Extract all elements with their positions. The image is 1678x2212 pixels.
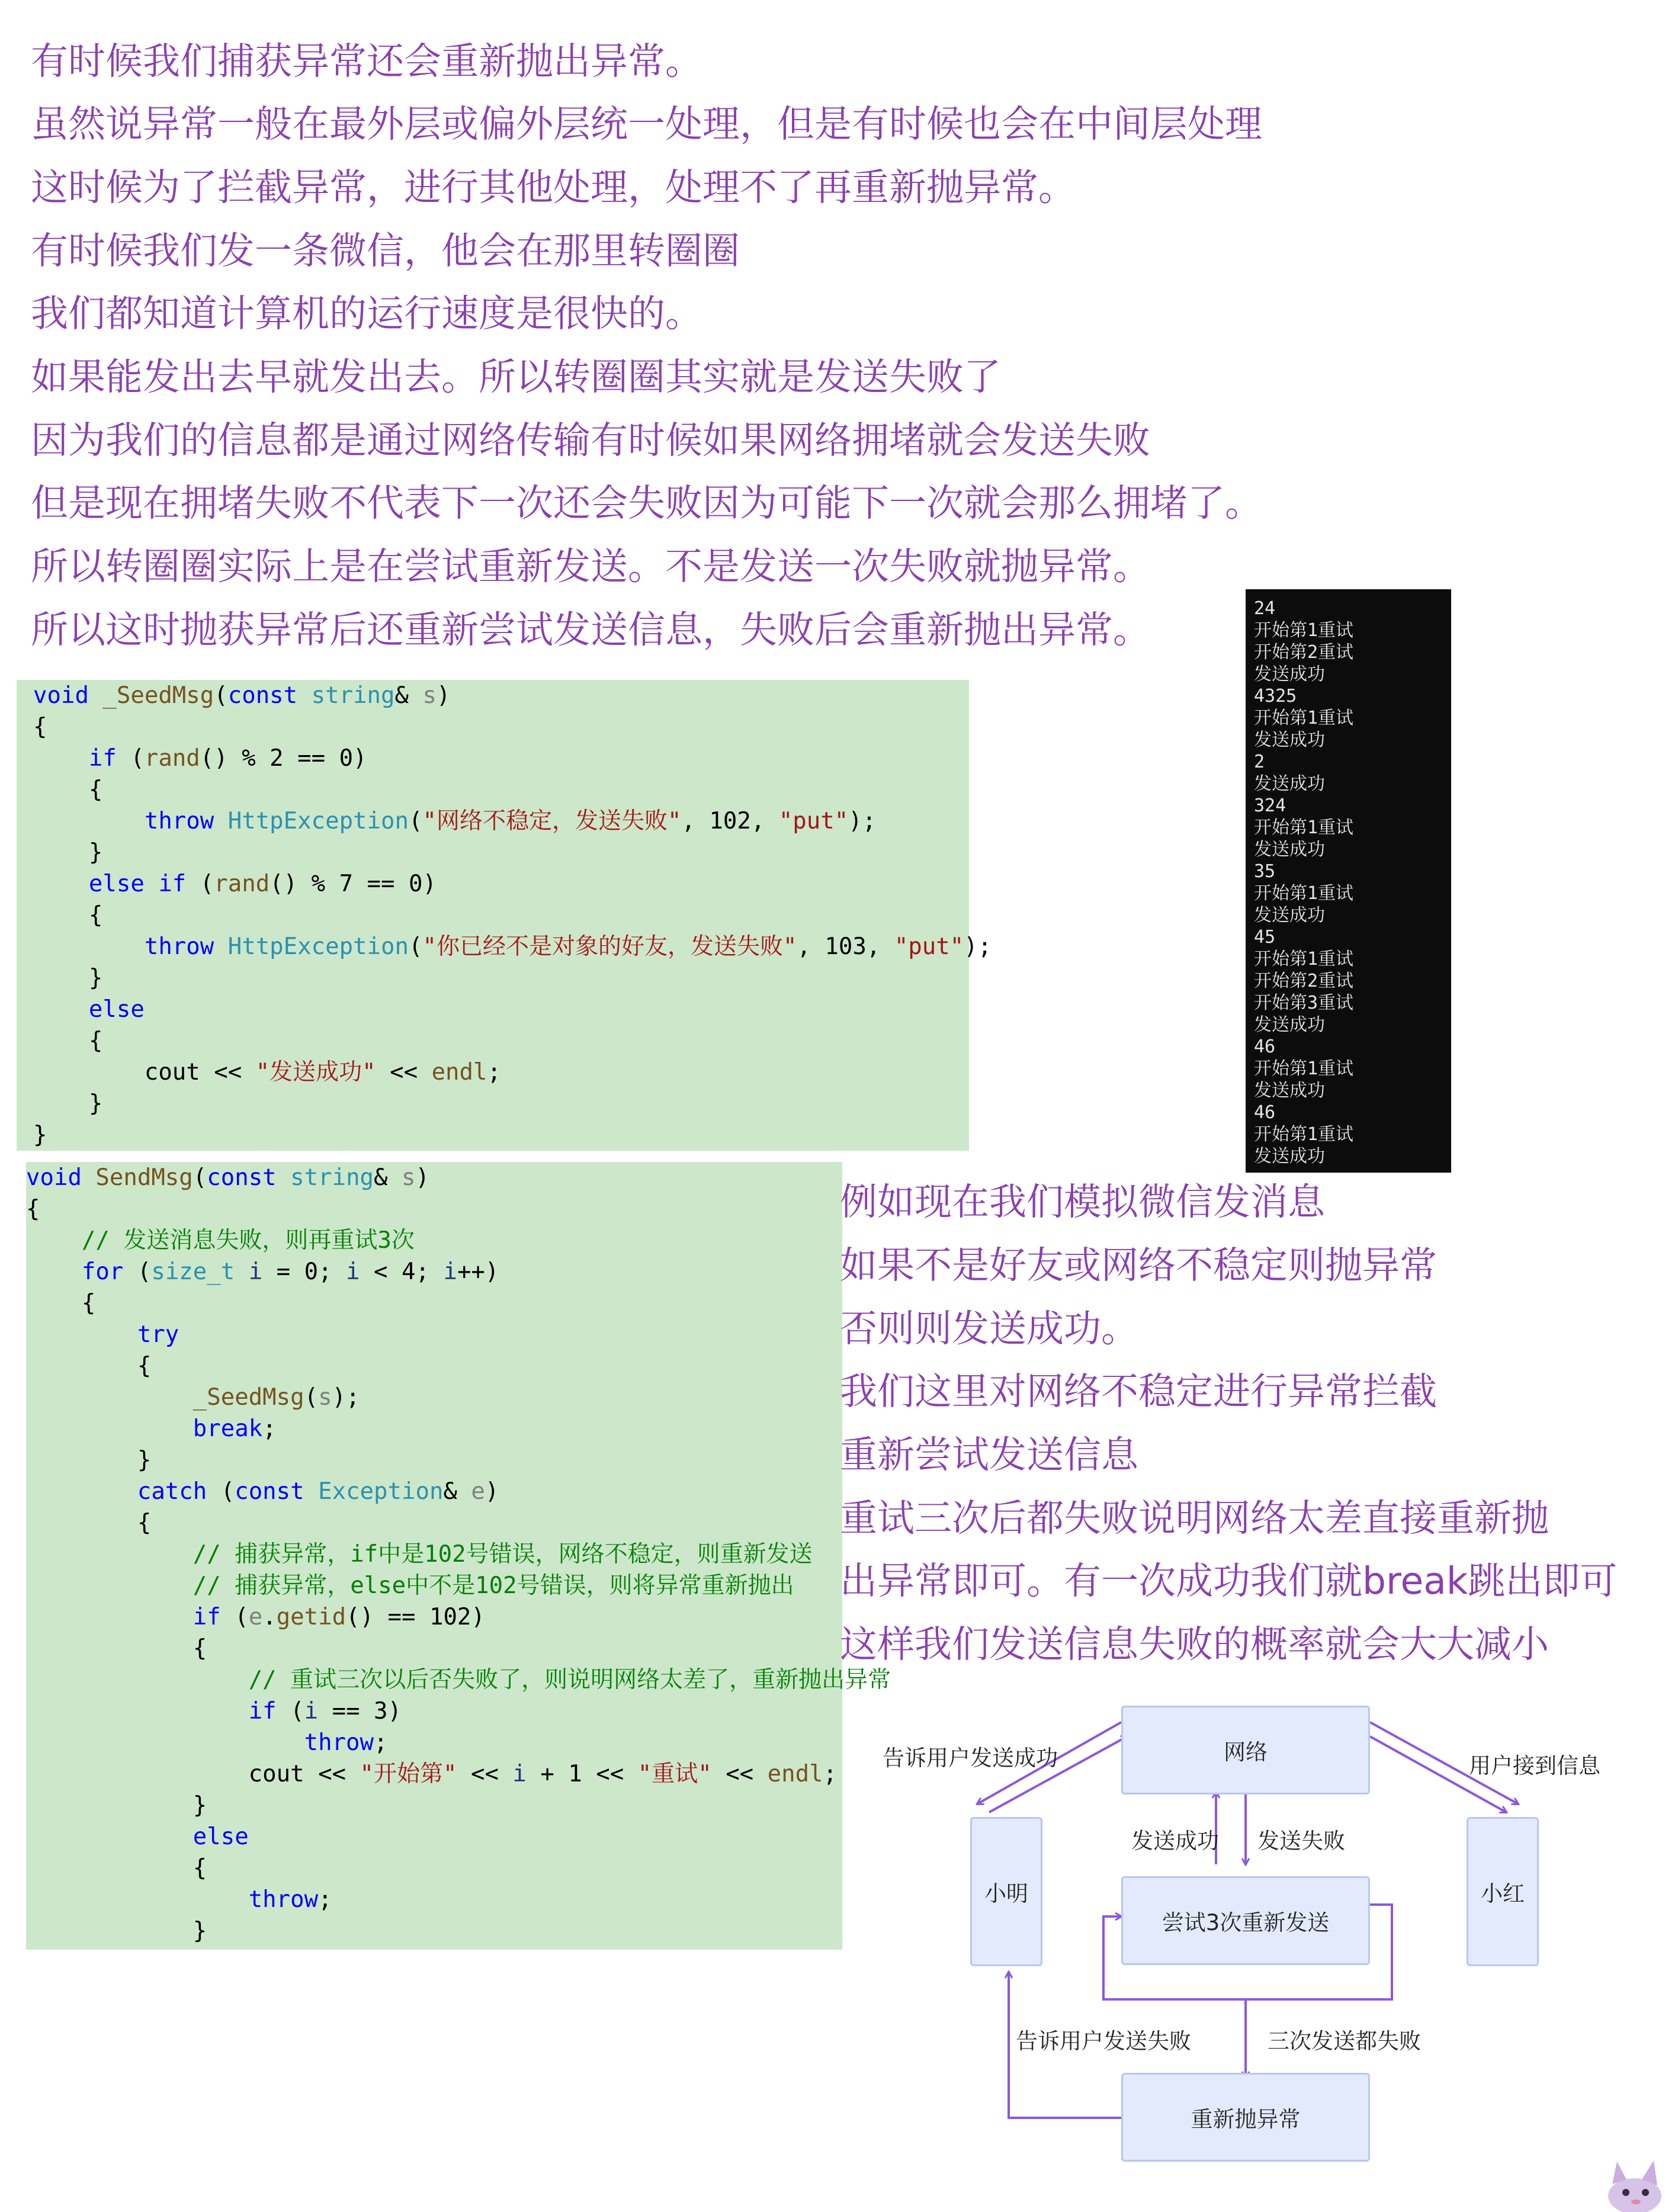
code-token: << — [376, 1059, 432, 1086]
code-token: throw — [304, 1729, 374, 1756]
code-line — [26, 1319, 842, 1350]
code-line — [26, 1350, 842, 1382]
code-token — [26, 1729, 304, 1756]
code-token: ( — [214, 682, 228, 709]
code-token: { — [26, 1196, 40, 1222]
code-token: { — [33, 1028, 103, 1054]
code-token — [33, 933, 145, 960]
code-line — [26, 1633, 842, 1664]
description-line: 出异常即可。有一次成功我们就break跳出即可 — [840, 1559, 1618, 1603]
code-token: ( — [408, 933, 423, 960]
code-token: ; — [318, 1886, 332, 1913]
code-line — [26, 1758, 842, 1790]
label-send-success: 发送成功 — [1131, 1828, 1219, 1854]
node-xiaoming: 小明 — [970, 1817, 1042, 1966]
console-line: 开始第2重试 — [1254, 971, 1354, 991]
code-token — [26, 1698, 249, 1725]
code-line — [26, 1570, 842, 1601]
code-token: size_t — [151, 1259, 235, 1285]
description-line: 否则则发送成功。 — [840, 1307, 1138, 1350]
code-token: _SeedMsg — [102, 682, 214, 709]
console-line: 开始第1重试 — [1254, 1124, 1354, 1145]
code-token: & — [443, 1478, 471, 1505]
code-line — [26, 1413, 842, 1444]
code-token: & — [374, 1164, 402, 1191]
code-token — [235, 1259, 248, 1285]
note-line: 虽然说异常一般在最外层或偏外层统一处理，但是有时候也会在中间层处理 — [31, 102, 1262, 146]
code-token: endl — [431, 1059, 487, 1086]
note-line: 所以这时抛获异常后还重新尝试发送信息，失败后会重新抛出异常。 — [31, 608, 1150, 651]
code-token: "put" — [778, 808, 849, 834]
code-token: . — [262, 1604, 277, 1630]
code-token: ; — [262, 1415, 277, 1442]
code-line — [33, 680, 969, 711]
code-token: if — [192, 1604, 221, 1630]
code-token: ( — [304, 1384, 319, 1411]
code-token: const — [235, 1478, 304, 1505]
console-line: 开始第1重试 — [1254, 949, 1354, 969]
code-token: ( — [408, 808, 423, 834]
code-token: "发送成功" — [255, 1059, 376, 1086]
code-token: = 0; — [262, 1259, 346, 1285]
code-token: << — [457, 1761, 513, 1787]
code-line — [26, 1915, 842, 1947]
code-line — [26, 1507, 842, 1539]
code-token: ( — [192, 1164, 207, 1191]
node-retry: 尝试3次重新发送 — [1121, 1876, 1370, 1965]
code-token: } — [33, 839, 103, 866]
code-line — [33, 711, 969, 743]
code-token: s — [422, 682, 437, 709]
code-token: else — [192, 1823, 249, 1850]
description-line: 例如现在我们模拟微信发消息 — [840, 1180, 1325, 1224]
code-line — [33, 994, 969, 1025]
code-token: ) — [485, 1478, 499, 1505]
code-token: ; — [374, 1729, 388, 1756]
node-rethrow: 重新抛异常 — [1121, 2073, 1370, 2162]
code-token: "你已经不是对象的好友，发送失败" — [422, 933, 797, 960]
console-line: 开始第2重试 — [1254, 642, 1354, 663]
code-line — [33, 805, 969, 837]
description-line: 重试三次后都失败说明网络太差直接重新抛 — [840, 1497, 1549, 1540]
description-line: 如果不是好友或网络不稳定则抛异常 — [840, 1244, 1437, 1287]
console-line: 46 — [1254, 1036, 1276, 1057]
code-token: { — [26, 1353, 152, 1379]
code-token — [26, 1227, 82, 1254]
code-token: Exception — [318, 1478, 444, 1505]
code-line — [33, 962, 969, 994]
code-line — [26, 1821, 842, 1853]
console-line: 发送成功 — [1254, 664, 1325, 685]
code-line — [26, 1727, 842, 1758]
code-token: i — [512, 1761, 527, 1787]
code-token — [26, 1604, 193, 1630]
code-token: ); — [332, 1384, 360, 1411]
code-token: } — [26, 1792, 207, 1819]
code-token: { — [33, 902, 103, 929]
console-line: 开始第1重试 — [1254, 1058, 1354, 1079]
code-token: else if — [88, 871, 187, 897]
code-line — [26, 1225, 842, 1256]
console-line: 发送成功 — [1254, 1146, 1325, 1167]
code-token: ( — [276, 1698, 304, 1725]
code-token: // 捕获异常，if中是102号错误，网络不稳定，则重新发送 — [192, 1541, 813, 1568]
code-token — [214, 933, 227, 960]
code-token: HttpException — [227, 808, 409, 834]
code-token: if — [248, 1698, 277, 1725]
code-token — [82, 1164, 95, 1191]
code-token: throw — [144, 808, 214, 834]
code-token: ); — [964, 933, 992, 960]
code-token — [33, 808, 145, 834]
console-line: 发送成功 — [1254, 1080, 1325, 1101]
console-line: 45 — [1254, 927, 1276, 948]
note-line: 有时候我们发一条微信，他会在那里转圈圈 — [31, 229, 740, 272]
code-token: rand — [144, 745, 200, 772]
note-line: 因为我们的信息都是通过网络传输有时候如果网络拥堵就会发送失败 — [31, 419, 1150, 462]
code-token: rand — [214, 871, 270, 897]
console-line: 发送成功 — [1254, 1014, 1325, 1035]
code-token: ); — [848, 808, 877, 834]
code-token: for — [81, 1259, 124, 1285]
code-token: ) — [436, 682, 451, 709]
console-line: 324 — [1254, 795, 1286, 816]
code-token: throw — [248, 1886, 319, 1913]
code-line — [26, 1256, 842, 1288]
note-line: 这时候为了拦截异常，进行其他处理，处理不了再重新抛异常。 — [31, 166, 1076, 209]
console-line: 发送成功 — [1254, 905, 1325, 926]
code-token: SendMsg — [95, 1164, 193, 1191]
code-token: < 4; — [360, 1259, 444, 1285]
code-token: ( — [123, 1259, 152, 1285]
label-user-received: 用户接到信息 — [1469, 1753, 1600, 1778]
code-token: e — [248, 1604, 263, 1630]
code-token: void — [26, 1164, 82, 1191]
code-line — [26, 1382, 842, 1413]
code-token: } — [33, 965, 103, 991]
code-token: catch — [137, 1478, 207, 1505]
code-token: , 103, — [797, 933, 894, 960]
code-token — [26, 1541, 193, 1568]
console-line: 开始第1重试 — [1254, 817, 1354, 838]
code-line — [26, 1162, 842, 1193]
code-token — [304, 1478, 318, 1505]
code-token: break — [192, 1415, 263, 1442]
code-token: << — [711, 1761, 768, 1787]
code-token: "网络不稳定，发送失败" — [422, 808, 682, 834]
console-line: 46 — [1254, 1102, 1276, 1123]
code-token — [277, 1164, 290, 1191]
code-token: "开始第" — [360, 1761, 457, 1787]
description-line: 重新尝试发送信息 — [840, 1433, 1138, 1476]
code-line — [26, 1444, 842, 1476]
code-line — [26, 1884, 842, 1915]
code-token: cout << — [33, 1059, 256, 1086]
code-line — [26, 1853, 842, 1884]
note-line: 所以转圈圈实际上是在尝试重新发送。不是发送一次失败就抛异常。 — [31, 545, 1150, 588]
code-token: const — [207, 1164, 277, 1191]
code-token: ; — [487, 1059, 501, 1086]
code-line — [33, 743, 969, 774]
console-line: 开始第1重试 — [1254, 883, 1354, 904]
code-token — [33, 996, 89, 1023]
code-token: e — [471, 1478, 485, 1505]
code-token — [297, 682, 311, 709]
code-line — [33, 1119, 969, 1151]
code-token — [33, 745, 89, 772]
code-token: // 重试三次以后否失败了，则说明网络太差了，重新抛出异常 — [248, 1667, 891, 1693]
code-token — [89, 682, 102, 709]
code-token: // 捕获异常，else中不是102号错误，则将异常重新抛出 — [192, 1572, 794, 1599]
code-token — [26, 1384, 193, 1411]
code-token: == 3) — [318, 1698, 402, 1725]
code-token: () % 7 == 0) — [269, 871, 437, 897]
console-line: 开始第1重试 — [1254, 620, 1354, 641]
console-line: 开始第3重试 — [1254, 993, 1354, 1013]
code-line — [26, 1539, 842, 1570]
code-token: ( — [220, 1604, 249, 1630]
code-token: _SeedMsg — [192, 1384, 304, 1411]
note-line: 有时候我们捕获异常还会重新抛出异常。 — [31, 40, 702, 83]
note-line: 如果能发出去早就发出去。所以转圈圈其实就是发送失败了 — [31, 355, 1001, 399]
code-token — [26, 1572, 193, 1599]
console-line: 开始第1重试 — [1254, 708, 1354, 728]
console-line: 24 — [1254, 598, 1276, 619]
code-token: HttpException — [227, 933, 409, 960]
code-line — [26, 1664, 891, 1696]
code-line — [33, 1088, 969, 1119]
code-line — [26, 1696, 842, 1727]
code-line — [33, 900, 969, 931]
code-block-sendmsg — [26, 1162, 891, 1950]
code-line — [26, 1601, 842, 1633]
code-token — [26, 1478, 137, 1505]
code-token: ( — [116, 745, 145, 772]
code-token — [26, 1415, 193, 1442]
note-line: 我们都知道计算机的运行速度是很快的。 — [31, 292, 702, 335]
code-line — [26, 1476, 842, 1507]
code-token: } — [33, 1090, 103, 1117]
code-token: s — [402, 1164, 416, 1191]
console-line: 发送成功 — [1254, 730, 1325, 750]
console-line: 2 — [1254, 752, 1265, 772]
code-token: } — [26, 1918, 207, 1944]
code-token: i — [346, 1259, 360, 1285]
code-token — [33, 871, 89, 897]
code-line — [33, 774, 969, 805]
code-token: ) — [415, 1164, 429, 1191]
code-token: { — [26, 1635, 207, 1662]
code-token: { — [26, 1855, 207, 1882]
label-tell-success: 告诉用户发送成功 — [883, 1745, 1058, 1771]
code-token — [26, 1886, 249, 1913]
code-token: i — [443, 1259, 457, 1285]
description-line: 我们这里对网络不稳定进行异常拦截 — [840, 1370, 1437, 1413]
code-token: string — [290, 1164, 374, 1191]
code-token: endl — [767, 1761, 823, 1787]
code-token: void — [33, 682, 89, 709]
node-xiaohong: 小红 — [1467, 1817, 1539, 1966]
code-token: ++) — [457, 1259, 499, 1285]
code-token: else — [88, 996, 145, 1023]
code-line — [33, 1025, 969, 1057]
code-token: { — [33, 776, 103, 803]
code-token: ( — [207, 1478, 235, 1505]
code-token: "重试" — [637, 1761, 712, 1787]
code-token: + 1 << — [526, 1761, 638, 1787]
code-token: cout << — [26, 1761, 360, 1787]
code-line — [33, 837, 969, 868]
code-token: if — [88, 745, 117, 772]
code-token: try — [137, 1321, 179, 1348]
code-token: s — [318, 1384, 332, 1411]
label-three-fail: 三次发送都失败 — [1268, 2028, 1421, 2054]
code-line — [26, 1193, 842, 1225]
code-token: // 发送消息失败，则再重试3次 — [81, 1227, 415, 1254]
code-token: { — [26, 1290, 96, 1317]
code-token — [26, 1667, 249, 1693]
label-tell-fail: 告诉用户发送失败 — [1016, 2028, 1191, 2054]
code-line — [33, 1057, 969, 1088]
code-line — [33, 868, 969, 900]
note-line: 但是现在拥堵失败不代表下一次还会失败因为可能下一次就会那么拥堵了。 — [31, 481, 1262, 525]
code-token: () == 102) — [346, 1604, 485, 1630]
code-block-seedmsg — [17, 680, 992, 1151]
code-token — [26, 1823, 193, 1850]
code-token: , 102, — [681, 808, 779, 834]
console-line: 35 — [1254, 861, 1276, 882]
code-token: & — [394, 682, 423, 709]
code-token: ( — [186, 871, 214, 897]
code-token: { — [26, 1510, 152, 1536]
code-token: const — [227, 682, 298, 709]
console-line: 发送成功 — [1254, 839, 1325, 860]
code-token — [26, 1259, 82, 1285]
code-token: getid — [276, 1604, 346, 1630]
code-token: i — [304, 1698, 319, 1725]
node-network: 网络 — [1121, 1706, 1370, 1794]
console-output — [1246, 589, 1451, 1173]
description-line: 这样我们发送信息失败的概率就会大大减小 — [840, 1623, 1549, 1666]
label-send-fail: 发送失败 — [1257, 1828, 1345, 1854]
code-token: } — [26, 1447, 152, 1473]
code-line — [26, 1790, 842, 1821]
code-token: { — [33, 714, 47, 740]
code-line — [33, 931, 992, 962]
code-token: string — [311, 682, 395, 709]
console-line: 发送成功 — [1254, 773, 1325, 794]
code-token — [214, 808, 227, 834]
code-token — [26, 1321, 137, 1348]
code-token: i — [248, 1259, 263, 1285]
cat-sticker-icon — [1599, 2156, 1664, 2212]
code-token: "put" — [894, 933, 964, 960]
console-line: 4325 — [1254, 686, 1297, 707]
code-token: throw — [144, 933, 214, 960]
code-token: } — [33, 1122, 47, 1148]
code-line — [26, 1288, 842, 1319]
code-token: ; — [823, 1761, 838, 1787]
code-token: () % 2 == 0) — [200, 745, 367, 772]
